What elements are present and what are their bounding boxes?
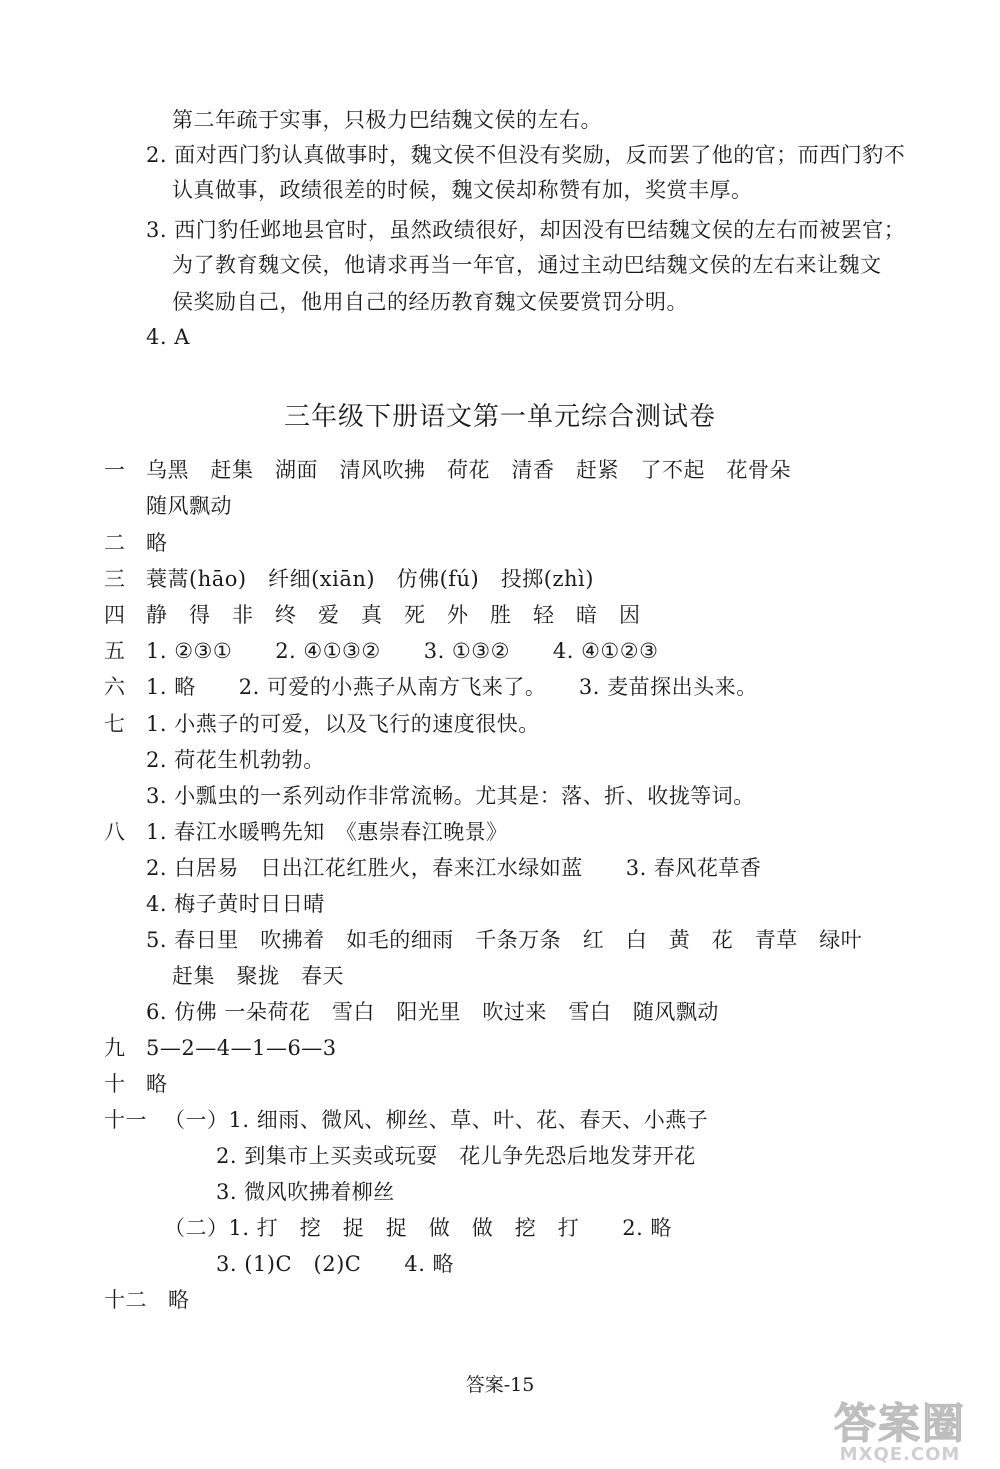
answer-line: 1. 春江水暖鸭先知 《惠崇春江晚景》 <box>146 820 508 844</box>
page-number: 答案-15 <box>465 1374 535 1396</box>
answer-line: 2. 面对西门豹认真做事时，魏文侯不但没有奖励，反而罢了他的官；而西门豹不 <box>146 143 906 167</box>
answer-line: 第二年疏于实事，只极力巴结魏文侯的左右。 <box>172 108 602 132</box>
answer-line: 认真做事，政绩很差的时候，魏文侯却称赞有加，奖赏丰厚。 <box>172 178 753 202</box>
answer-line: 2. 白居易 日出江花红胜火，春来江水绿如蓝 3. 春风花草香 <box>146 856 762 880</box>
section-number: 十一 <box>104 1108 147 1132</box>
answer-line: 6. 仿佛 一朵荷花 雪白 阳光里 吹过来 雪白 随风飘动 <box>146 1000 719 1024</box>
answer-line: 1. 略 2. 可爱的小燕子从南方飞来了。 3. 麦苗探出头来。 <box>146 675 758 699</box>
answer-line: （二）1. 打 挖 捉 捉 做 做 挖 打 2. 略 <box>164 1216 672 1240</box>
answer-line: 5. 春日里 吹拂着 如毛的细雨 千条万条 红 白 黄 花 青草 绿叶 <box>146 928 863 952</box>
answer-line: 略 <box>146 531 168 555</box>
answer-line: 1. ②③① 2. ④①③② 3. ①③② 4. ④①②③ <box>146 639 659 663</box>
watermark-url: MXQE.COM <box>839 1444 961 1465</box>
answer-line: 4. A <box>146 325 190 349</box>
section-number: 五 <box>104 639 126 663</box>
answer-line: 1. 小燕子的可爱，以及飞行的速度很快。 <box>146 712 540 736</box>
answer-line: 3. 微风吹拂着柳丝 <box>216 1180 395 1204</box>
answer-line: （一）1. 细雨、微风、柳丝、草、叶、花、春天、小燕子 <box>164 1108 709 1132</box>
answer-line: 略 <box>146 1072 168 1096</box>
answer-line: 为了教育魏文侯，他请求再当一年官，通过主动巴结魏文侯的左右来让魏文 <box>172 253 882 277</box>
answer-line: 静 得 非 终 爱 真 死 外 胜 轻 暗 因 <box>146 603 641 627</box>
answer-line: 赶集 聚拢 春天 <box>172 964 344 988</box>
answer-line: 3. (1)C (2)C 4. 略 <box>216 1252 455 1276</box>
answer-line: 略 <box>168 1288 190 1312</box>
answer-line: 3. 小瓢虫的一系列动作非常流畅。尤其是：落、折、收拢等词。 <box>146 784 755 808</box>
section-number: 一 <box>104 458 126 482</box>
watermark-title: 答案圈 <box>833 1399 966 1448</box>
section-number: 七 <box>104 712 126 736</box>
answer-line: 随风飘动 <box>146 494 232 518</box>
answer-line: 乌黑 赶集 湖面 清风吹拂 荷花 清香 赶紧 了不起 花骨朵 <box>146 458 791 482</box>
watermark-logo <box>805 1399 995 1465</box>
section-number: 四 <box>104 603 126 627</box>
answer-line: 3. 西门豹任邺地县官时，虽然政绩很好，却因没有巴结魏文侯的左右而被罢官； <box>146 218 906 242</box>
page-title: 三年级下册语文第一单元综合测试卷 <box>283 402 716 432</box>
answer-line: 4. 梅子黄时日日晴 <box>146 892 325 916</box>
answer-line: 2. 荷花生机勃勃。 <box>146 748 325 772</box>
section-number: 二 <box>104 531 126 555</box>
section-number: 十 <box>104 1072 126 1096</box>
section-number: 九 <box>104 1036 126 1060</box>
answer-line: 侯奖励自己，他用自己的经历教育魏文侯要赏罚分明。 <box>172 290 688 314</box>
section-number: 八 <box>104 820 126 844</box>
section-number: 三 <box>104 567 126 591</box>
answer-line: 蓑蒿(hāo) 纤细(xiān) 仿佛(fú) 投掷(zhì) <box>146 567 594 591</box>
answer-line: 5—2—4—1—6—3 <box>146 1036 337 1060</box>
section-number: 六 <box>104 675 126 699</box>
answer-line: 2. 到集市上买卖或玩耍 花儿争先恐后地发芽开花 <box>216 1144 696 1168</box>
section-number: 十二 <box>104 1288 147 1312</box>
